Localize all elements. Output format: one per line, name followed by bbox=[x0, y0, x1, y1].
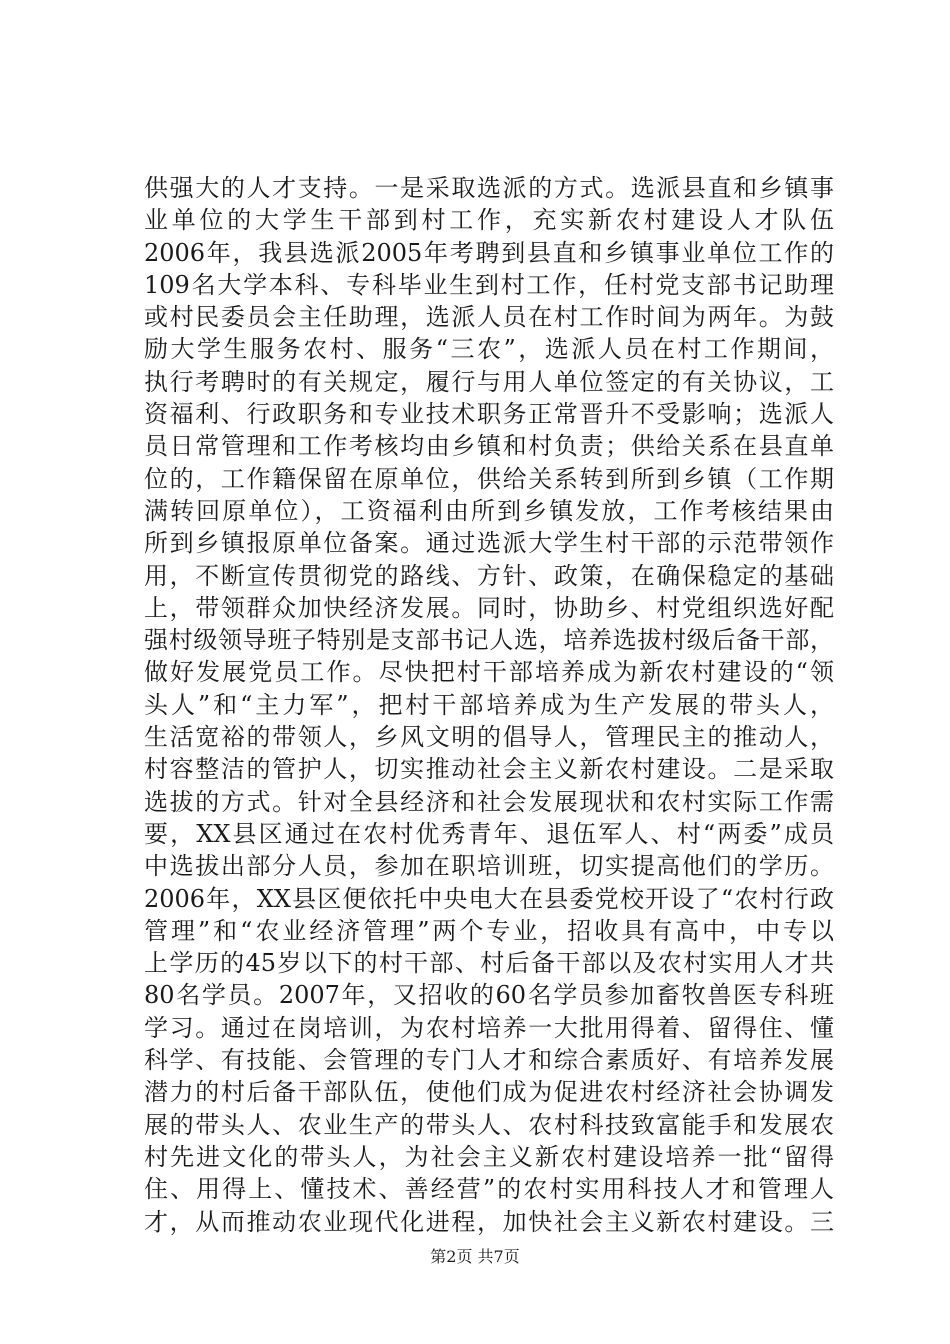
text-line: 生活宽裕的带领人，乡风文明的倡导人，管理民主的推动人， bbox=[144, 723, 834, 752]
text-line: 励大学生服务农村、服务“三农”，选派人员在村工作期间， bbox=[144, 335, 834, 364]
text-line: 住、用得上、懂技术、善经营”的农村实用科技人才和管理人 bbox=[144, 1175, 834, 1204]
text-line: 资福利、行政职务和专业技术职务正常晋升不受影响；选派人 bbox=[144, 400, 834, 429]
text-line: 科学、有技能、会管理的专门人才和综合素质好、有培养发展 bbox=[144, 1046, 834, 1075]
text-line: 才，从而推动农业现代化进程，加快社会主义新农村建设。三 bbox=[144, 1207, 834, 1236]
text-line: 上学历的45岁以下的村干部、村后备干部以及农村实用人才共 bbox=[144, 949, 834, 978]
text-line: 2006年，XX县区便依托中央电大在县委党校开设了“农村行政 bbox=[144, 884, 834, 913]
text-line: 潜力的村后备干部队伍，使他们成为促进农村经济社会协调发 bbox=[144, 1078, 834, 1107]
text-line: 强村级领导班子特别是支部书记人选，培养选拔村级后备干部， bbox=[144, 626, 834, 655]
text-line: 村容整洁的管护人，切实推动社会主义新农村建设。二是采取 bbox=[144, 755, 834, 784]
text-line: 所到乡镇报原单位备案。通过选派大学生村干部的示范带领作 bbox=[144, 529, 834, 558]
text-line: 中选拔出部分人员，参加在职培训班，切实提高他们的学历。 bbox=[144, 852, 834, 881]
text-line: 业单位的大学生干部到村工作，充实新农村建设人才队伍 bbox=[144, 206, 834, 235]
body-text bbox=[144, 172, 834, 1238]
text-line: 选拔的方式。针对全县经济和社会发展现状和农村实际工作需 bbox=[144, 787, 834, 816]
text-line: 要，XX县区通过在农村优秀青年、退伍军人、村“两委”成员 bbox=[144, 819, 834, 848]
text-line: 上，带领群众加快经济发展。同时，协助乡、村党组织选好配 bbox=[144, 593, 834, 622]
text-line: 管理”和“农业经济管理”两个专业，招收具有高中，中专以 bbox=[144, 916, 834, 945]
text-line: 执行考聘时的有关规定，履行与用人单位签定的有关协议，工 bbox=[144, 367, 834, 396]
text-line: 109名大学本科、专科毕业生到村工作，任村党支部书记助理 bbox=[144, 270, 834, 299]
text-line: 或村民委员会主任助理，选派人员在村工作时间为两年。为鼓 bbox=[144, 303, 834, 332]
text-line: 展的带头人、农业生产的带头人、农村科技致富能手和发展农 bbox=[144, 1110, 834, 1139]
text-line: 做好发展党员工作。尽快把村干部培养成为新农村建设的“领 bbox=[144, 658, 834, 687]
text-line: 2006年，我县选派2005年考聘到县直和乡镇事业单位工作的 bbox=[144, 238, 834, 267]
text-line: 位的，工作籍保留在原单位，供给关系转到所到乡镇（工作期 bbox=[144, 464, 834, 493]
text-line: 员日常管理和工作考核均由乡镇和村负责；供给关系在县直单 bbox=[144, 432, 834, 461]
page-footer: 第2页 共7页 bbox=[430, 1247, 520, 1266]
text-line: 用，不断宣传贯彻党的路线、方针、政策，在确保稳定的基础 bbox=[144, 561, 834, 590]
text-line: 满转回原单位），工资福利由所到乡镇发放，工作考核结果由 bbox=[144, 496, 834, 525]
text-line: 学习。通过在岗培训，为农村培养一大批用得着、留得住、懂 bbox=[144, 1013, 834, 1042]
text-line: 村先进文化的带头人，为社会主义新农村建设培养一批“留得 bbox=[144, 1142, 834, 1171]
text-line: 供强大的人才支持。一是采取选派的方式。选派县直和乡镇事 bbox=[144, 174, 834, 202]
text-line: 80名学员。2007年，又招收的60名学员参加畜牧兽医专科班 bbox=[144, 981, 834, 1010]
text-line: 头人”和“主力军”，把村干部培养成为生产发展的带头人， bbox=[144, 690, 834, 719]
